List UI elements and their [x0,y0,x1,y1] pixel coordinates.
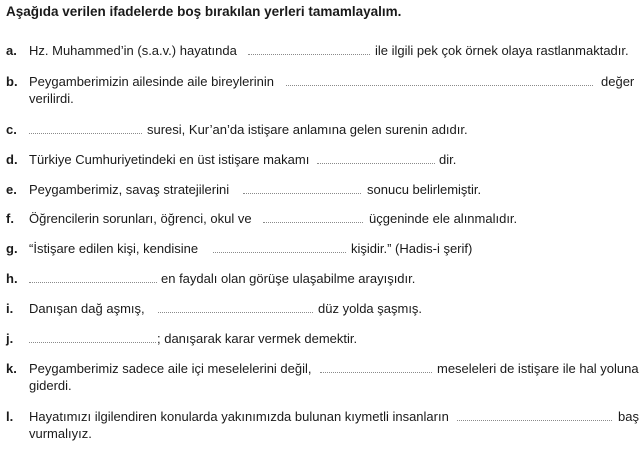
question-e [6,181,636,198]
item-letter: f. [6,211,14,226]
item-text-before: Türkiye Cumhuriyetindeki en üst istişare makamı [29,152,310,167]
blank-line[interactable] [29,282,157,283]
blank-line[interactable] [243,193,361,194]
item-letter: k. [6,361,17,376]
item-text-before: Hz. Muhammed’in (s.a.v.) hayatında [29,43,237,58]
item-text-after: ile ilgili pek çok örnek olaya rastlanmaktadır. [375,43,629,58]
item-text-after: meseleleri de istişare ile hal yoluna [437,361,639,376]
question-b [6,73,636,107]
blank-line[interactable] [317,163,435,164]
item-letter: a. [6,43,17,58]
blank-line[interactable] [213,252,346,253]
question-f [6,210,636,227]
item-letter: h. [6,271,18,286]
item-text-after: değer [601,74,635,89]
item-letter: g. [6,241,18,256]
question-k [6,360,639,394]
page-title: Aşağıda verilen ifadelerde boş bırakılan yerleri tamamlayalım. [6,4,402,19]
item-letter: i. [6,301,14,316]
item-text-after: düz yolda şaşmış. [318,301,423,316]
item-letter: e. [6,182,17,197]
question-d [6,151,636,168]
item-text-after: ; danışarak karar vermek demektir. [157,331,358,346]
item-text-after: sonucu belirlemiştir. [367,182,482,197]
item-text-after: dir. [439,152,457,167]
item-text-before: Peygamberimizin ailesinde aile bireylerinin [29,74,274,89]
item-letter: c. [6,122,17,137]
question-h [6,270,636,287]
item-text-after: suresi, Kur’an’da istişare anlamına gelen surenin adıdır. [147,122,468,137]
item-text-before: “İstişare edilen kişi, kendisine [29,241,199,256]
item-text-after: üçgeninde ele alınmalıdır. [369,211,518,226]
item-letter: b. [6,74,18,89]
blank-line[interactable] [29,342,156,343]
blank-line[interactable] [29,133,142,134]
item-letter: l. [6,409,14,424]
question-a [6,42,636,59]
item-text-continued: vurmalıyız. [29,426,92,441]
item-text-before: Peygamberimiz, savaş stratejilerini [29,182,230,197]
blank-line[interactable] [320,372,432,373]
question-g [6,240,636,257]
blank-line[interactable] [263,222,363,223]
item-text-continued: verilirdi. [29,91,74,106]
question-j [6,330,636,347]
item-text-before: Hayatımızı ilgilendiren konularda yakınımızda bulunan kıymetli insanların [29,409,449,424]
question-c [6,121,636,138]
item-letter: d. [6,152,18,167]
item-text-after: en faydalı olan görüşe ulaşabilme arayışıdır. [161,271,416,286]
item-text-before: Peygamberimiz sadece aile içi meselelerini değil, [29,361,312,376]
question-i [6,300,636,317]
item-text-before: Danışan dağ aşmış, [29,301,145,316]
blank-line[interactable] [286,85,593,86]
blank-line[interactable] [248,54,370,55]
item-text-after: baş [618,409,639,424]
question-l [6,408,639,442]
item-text-before: Öğrencilerin sorunları, öğrenci, okul ve [29,211,252,226]
item-letter: j. [6,331,14,346]
item-text-continued: giderdi. [29,378,72,393]
blank-line[interactable] [457,420,612,421]
item-text-after: kişidir.” (Hadis-i şerif) [351,241,473,256]
blank-line[interactable] [158,312,313,313]
